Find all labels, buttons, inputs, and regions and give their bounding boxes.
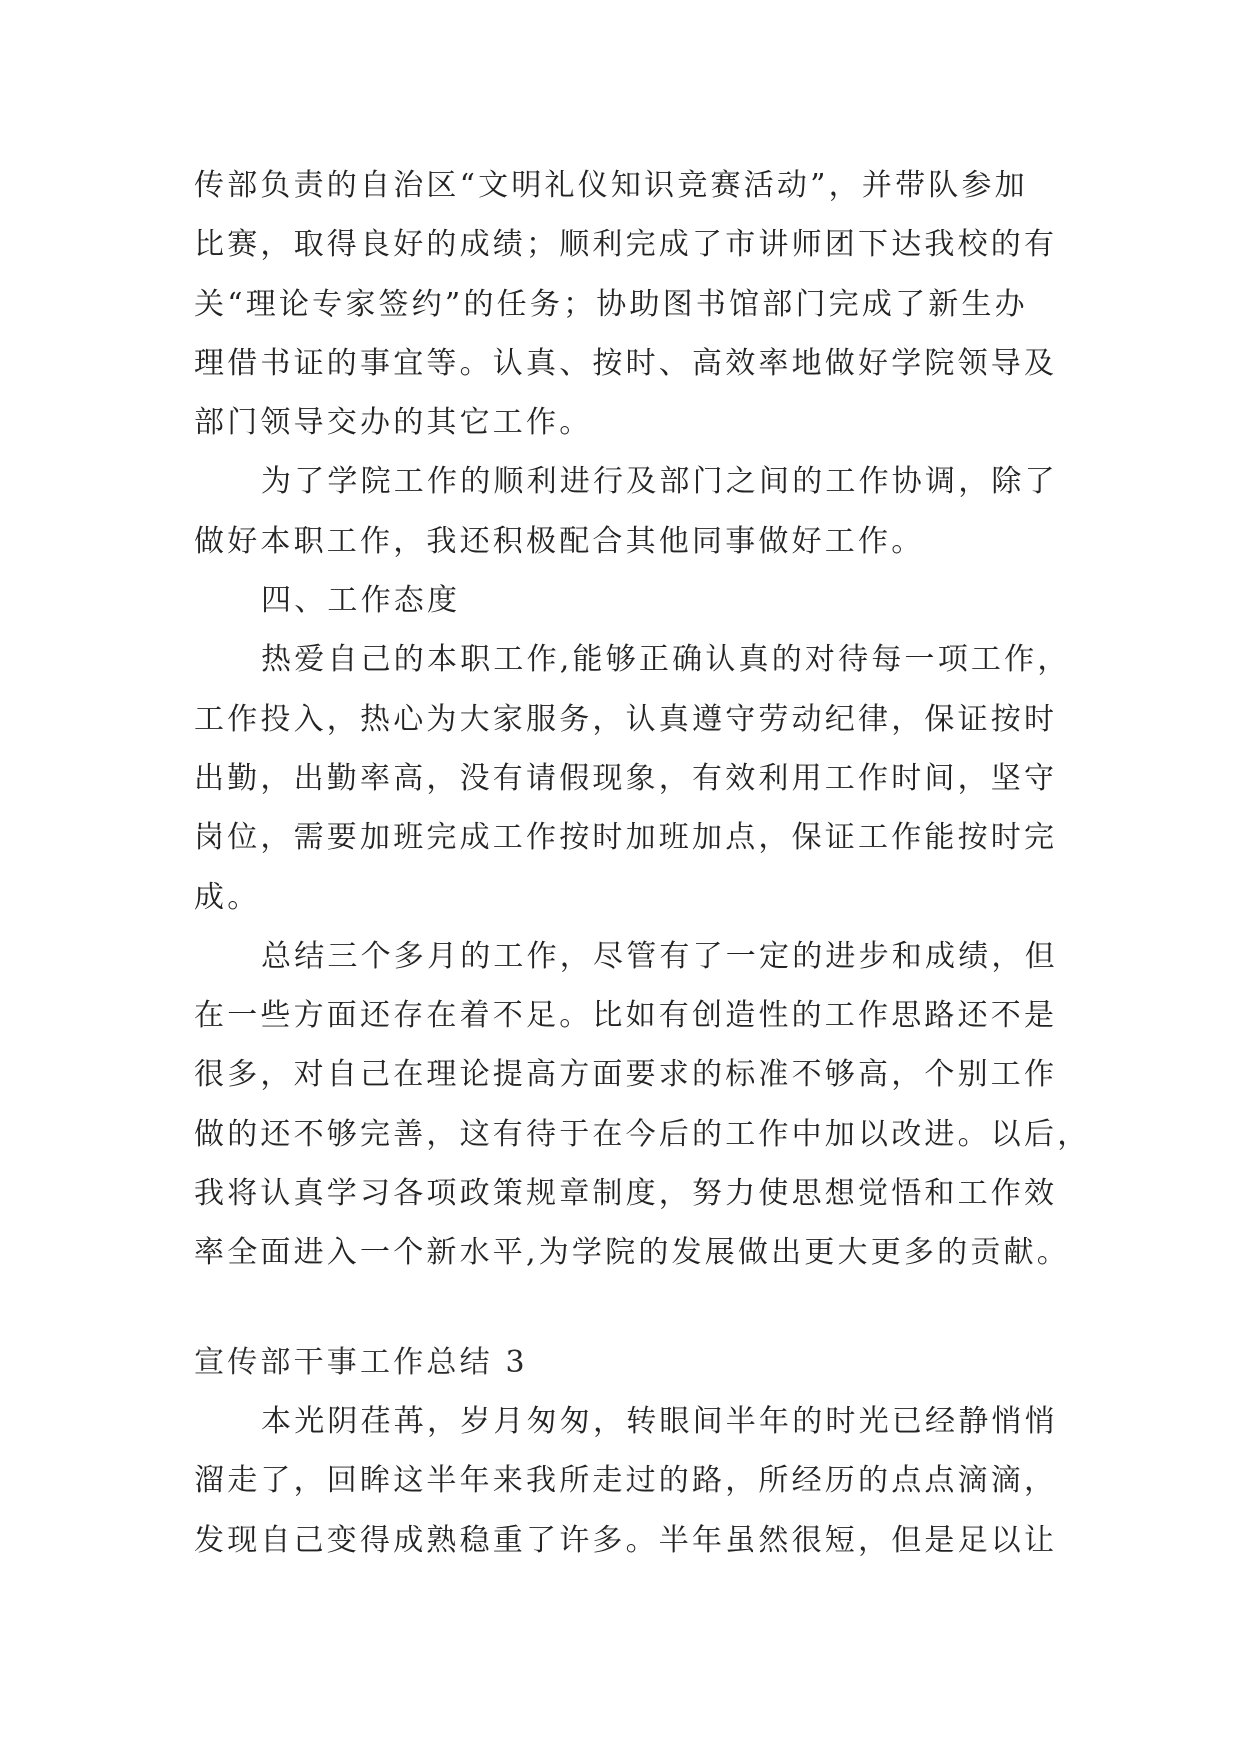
section-heading: 四、工作态度 [261, 583, 461, 619]
coordination-paragraph [194, 452, 1154, 571]
text-line: 我将认真学习各项政策规章制度，努力使思想觉悟和工作效 [194, 1176, 1058, 1212]
text-line: 很多，对自己在理论提高方面要求的标准不够高，个别工作 [194, 1057, 1058, 1093]
document-title: 宣传部干事工作总结 3 [194, 1344, 528, 1380]
text-line: 出勤，出勤率高，没有请假现象，有效利用工作时间，坚守 [194, 760, 1058, 796]
text-line: 做的还不够完善，这有待于在今后的工作中加以改进。以后， [194, 1116, 1091, 1152]
section-work-attitude [194, 571, 1154, 927]
continuation-paragraph [194, 156, 1154, 452]
text-line: 总结三个多月的工作，尽管有了一定的进步和成绩，但 [261, 938, 1058, 974]
section-spacer [194, 1283, 1154, 1333]
text-line: 在一些方面还存在着不足。比如有创造性的工作思路还不是 [194, 998, 1058, 1034]
text-line: 热爱自己的本职工作,能够正确认真的对待每一项工作， [261, 642, 1071, 678]
document-body [194, 156, 1154, 1570]
text-line: 部门领导交办的其它工作。 [194, 405, 593, 441]
summary-3-section [194, 1333, 1154, 1570]
text-line: 理借书证的事宜等。认真、按时、高效率地做好学院领导及 [194, 345, 1058, 381]
text-line: 做好本职工作，我还积极配合其他同事做好工作。 [194, 523, 925, 559]
text-line: 本光阴荏苒，岁月匆匆，转眼间半年的时光已经静悄悄 [261, 1403, 1058, 1439]
conclusion-paragraph [194, 927, 1154, 1283]
text-line: 传部负责的自治区“文明礼仪知识竞赛活动”，并带队参加 [194, 168, 1028, 203]
text-line: 率全面进入一个新水平,为学院的发展做出更大更多的贡献。 [194, 1235, 1070, 1271]
text-line: 关“理论专家签约”的任务；协助图书馆部门完成了新生办 [194, 286, 1028, 322]
text-line: 溜走了，回眸这半年来我所走过的路，所经历的点点滴滴， [194, 1463, 1058, 1499]
text-line: 为了学院工作的顺利进行及部门之间的工作协调，除了 [261, 464, 1058, 500]
text-line: 成。 [194, 879, 261, 915]
text-line: 发现自己变得成熟稳重了许多。半年虽然很短，但是足以让 [194, 1522, 1058, 1558]
text-line: 岗位，需要加班完成工作按时加班加点，保证工作能按时完 [194, 820, 1058, 856]
text-line: 比赛，取得良好的成绩；顺利完成了市讲师团下达我校的有 [194, 227, 1058, 263]
text-line: 工作投入，热心为大家服务，认真遵守劳动纪律，保证按时 [194, 701, 1058, 737]
